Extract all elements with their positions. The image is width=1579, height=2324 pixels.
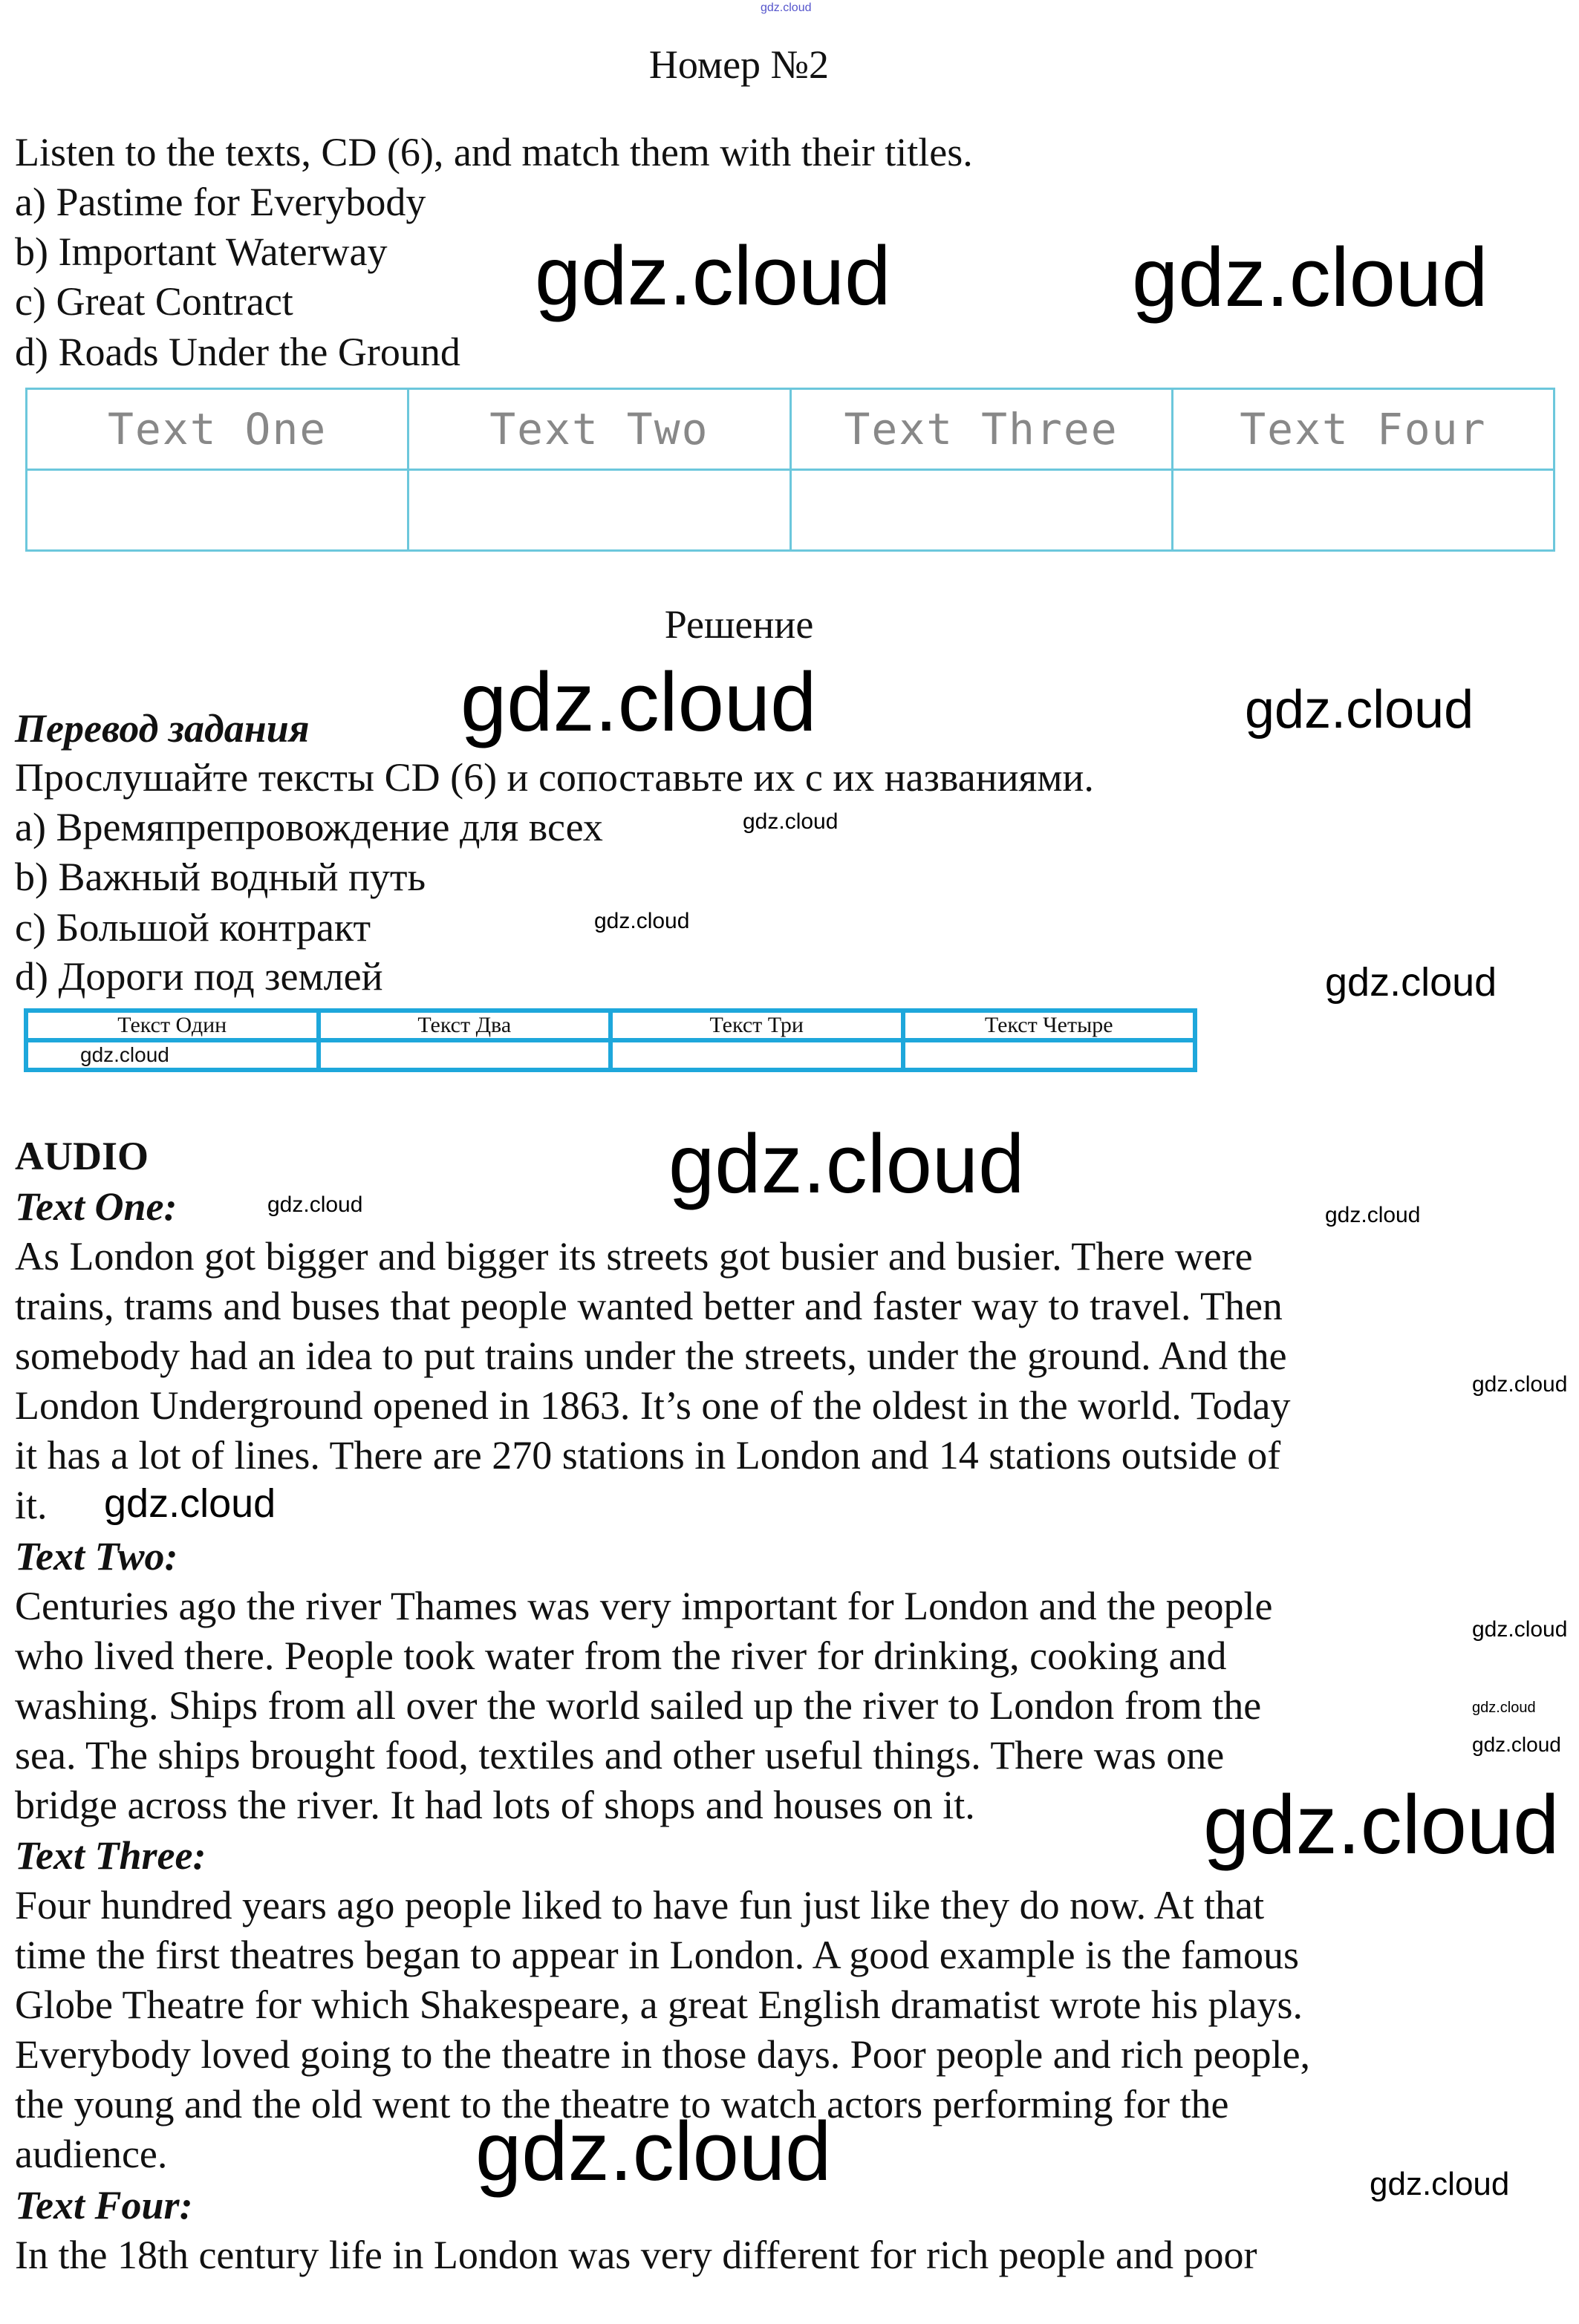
audio-text-line: it has a lot of lines. There are 270 stations in London and 14 stations outside of bbox=[15, 1433, 1281, 1478]
table-cell bbox=[790, 470, 1172, 551]
table-header: Текст Один bbox=[26, 1011, 319, 1040]
translation-option: d) Дороги под землей bbox=[15, 954, 383, 999]
table-cell bbox=[903, 1040, 1196, 1070]
watermark-text: gdz.cloud bbox=[668, 1117, 1025, 1210]
audio-text-line: who lived there. People took water from the river for drinking, cooking and bbox=[15, 1633, 1227, 1678]
audio-text-line: trains, trams and buses that people wanted better and faster way to travel. Then bbox=[15, 1284, 1283, 1328]
watermark-text: gdz.cloud bbox=[475, 2105, 832, 2198]
task-option: d) Roads Under the Ground bbox=[15, 330, 460, 374]
table-cell bbox=[611, 1040, 903, 1070]
table-header: Text Two bbox=[408, 389, 790, 470]
translation-option: b) Важный водный путь bbox=[15, 855, 426, 899]
watermark-text: gdz.cloud bbox=[1472, 1617, 1568, 1642]
audio-text-line: it. bbox=[15, 1483, 48, 1527]
audio-text-label: Text Two: bbox=[15, 1533, 178, 1579]
table-cell: gdz.cloud bbox=[26, 1040, 319, 1070]
audio-heading: AUDIO bbox=[15, 1134, 149, 1178]
translation-instruction: Прослушайте тексты CD (6) и сопоставьте их с их названиями. bbox=[15, 755, 1094, 800]
table-cell bbox=[319, 1040, 611, 1070]
watermark-text: gdz.cloud bbox=[267, 1192, 363, 1217]
watermark-text: gdz.cloud bbox=[743, 809, 839, 834]
watermark-text: gdz.cloud bbox=[1370, 2166, 1510, 2202]
audio-text-line: the young and the old went to the theatre to watch actors performing for the bbox=[15, 2082, 1229, 2126]
watermark-text: gdz.cloud bbox=[1132, 231, 1488, 324]
translation-label: Перевод задания bbox=[15, 706, 310, 751]
audio-text-label: Text One: bbox=[15, 1184, 178, 1229]
task-option: b) Important Waterway bbox=[15, 229, 388, 274]
audio-text-line: time the first theatres began to appear in London. A good example is the famous bbox=[15, 1933, 1300, 1977]
table-header: Текст Четыре bbox=[903, 1011, 1196, 1040]
watermark-text: gdz.cloud bbox=[594, 909, 690, 933]
watermark-text: gdz.cloud bbox=[1472, 1700, 1536, 1716]
table-cell bbox=[27, 470, 408, 551]
solution-heading: Решение bbox=[664, 602, 814, 647]
page-title: Номер №2 bbox=[648, 42, 830, 87]
audio-text-line: Four hundred years ago people liked to have fun just like they do now. At that bbox=[15, 1883, 1265, 1928]
audio-text-line: sea. The ships brought food, textiles and other useful things. There was one bbox=[15, 1732, 1225, 1778]
audio-text-line: In the 18th century life in London was very different for rich people and poor bbox=[15, 2232, 1257, 2277]
top-watermark: gdz.cloud bbox=[761, 1, 812, 14]
audio-text-line: Globe Theatre for which Shakespeare, a great English dramatist wrote his plays. bbox=[15, 1982, 1303, 2027]
watermark-text: gdz.cloud bbox=[1472, 1372, 1568, 1397]
audio-text-line: As London got bigger and bigger its streets got busier and busier. There were bbox=[15, 1234, 1253, 1279]
table-header: Text One bbox=[27, 389, 408, 470]
watermark-text: gdz.cloud bbox=[104, 1481, 276, 1526]
watermark-text: gdz.cloud bbox=[1325, 1203, 1421, 1227]
watermark-text: gdz.cloud bbox=[1245, 680, 1474, 740]
watermark-text: gdz.cloud bbox=[535, 229, 891, 322]
watermark-text: gdz.cloud bbox=[1472, 1733, 1561, 1756]
watermark-text: gdz.cloud bbox=[1203, 1778, 1560, 1871]
table-header: Text Three bbox=[790, 389, 1172, 470]
audio-text-line: London Underground opened in 1863. It’s one of the oldest in the world. Today bbox=[15, 1383, 1291, 1428]
watermark-text: gdz.cloud bbox=[460, 656, 817, 748]
translation-option: c) Большой контракт bbox=[15, 905, 371, 950]
answer-table-russian bbox=[24, 1008, 1197, 1072]
audio-text-line: Everybody loved going to the theatre in those days. Poor people and rich people, bbox=[15, 2032, 1311, 2077]
audio-text-line: somebody had an idea to put trains under the streets, under the ground. And the bbox=[15, 1334, 1287, 1378]
task-option: a) Pastime for Everybody bbox=[15, 180, 426, 224]
audio-text-line: Centuries ago the river Thames was very important for London and the people bbox=[15, 1583, 1273, 1628]
table-header: Текст Два bbox=[319, 1011, 611, 1040]
audio-text-label: Text Three: bbox=[15, 1833, 206, 1878]
table-header: Text Four bbox=[1172, 389, 1554, 470]
task-instruction: Listen to the texts, CD (6), and match them with their titles. bbox=[15, 130, 973, 174]
translation-option: a) Времяпрепровождение для всех bbox=[15, 805, 603, 849]
table-cell bbox=[408, 470, 790, 551]
answer-table-english bbox=[25, 388, 1555, 552]
audio-text-line: washing. Ships from all over the world sailed up the river to London from the bbox=[15, 1682, 1262, 1728]
audio-text-line: bridge across the river. It had lots of shops and houses on it. bbox=[15, 1782, 975, 1827]
audio-text-line: audience. bbox=[15, 2132, 168, 2176]
task-option: c) Great Contract bbox=[15, 279, 293, 324]
table-header: Текст Три bbox=[611, 1011, 903, 1040]
watermark-text: gdz.cloud bbox=[1325, 960, 1497, 1005]
table-cell bbox=[1172, 470, 1554, 551]
audio-text-label: Text Four: bbox=[15, 2182, 193, 2227]
